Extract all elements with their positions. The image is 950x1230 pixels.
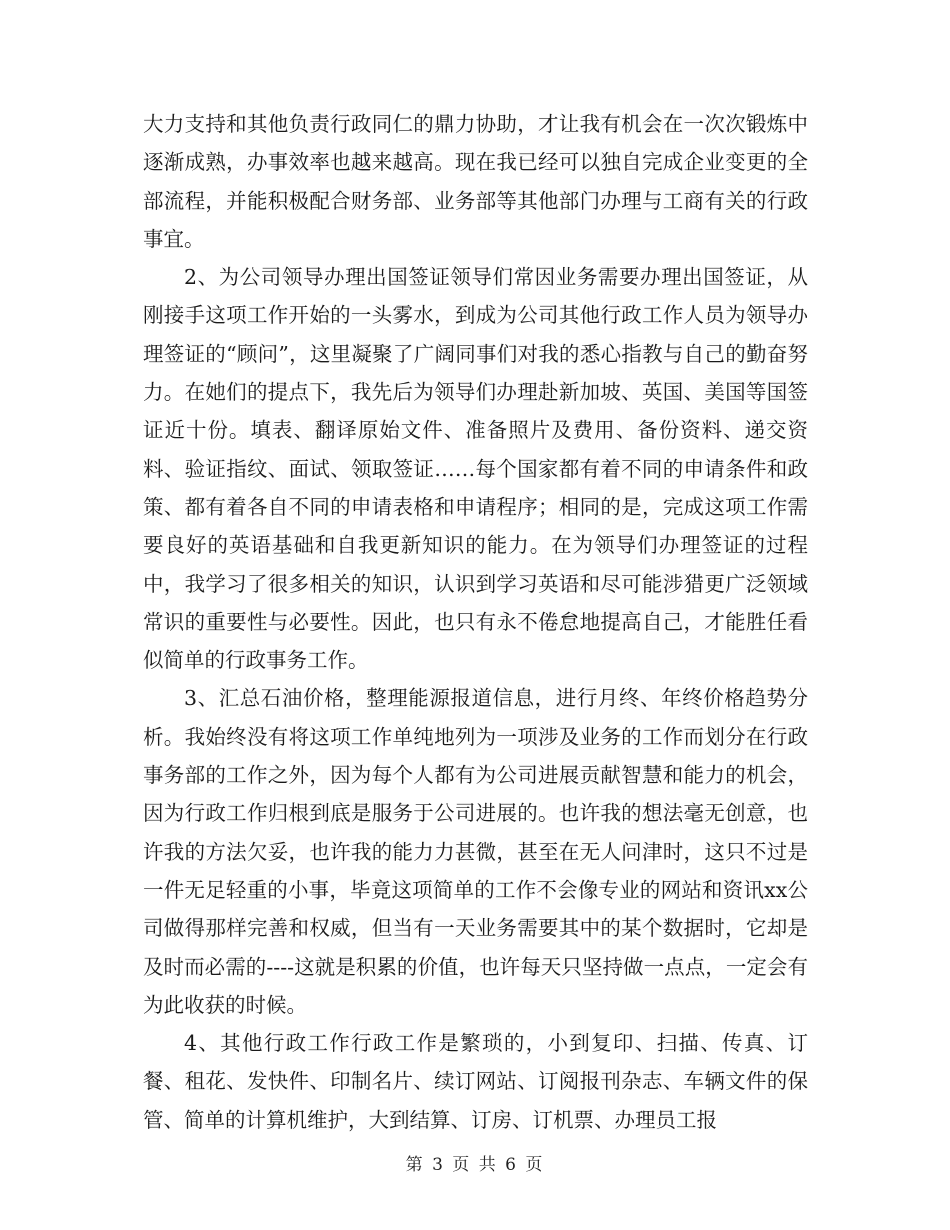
paragraph-continuation: 大力支持和其他负责行政同仁的鼎力协助，才让我有机会在一次次锻炼中逐渐成熟，办事效率也越来越高。现在我已经可以独自完成企业变更的全部流程，并能积极配合财务部、业务部等其他部门办理与工商有关的行政事宜。 [143,112,808,251]
page-footer: 第 3 页 共 6 页 [405,1155,545,1175]
document-body [143,105,808,1139]
paragraph-other-admin: 4、其他行政工作行政工作是繁琐的，小到复印、扫描、传真、订餐、租花、发快件、印制名片、续订网站、订阅报刊杂志、车辆文件的保管、简单的计算机维护，大到结算、订房、订机票、办理员工报 [143,1031,808,1132]
paragraph-oil-price: 3、汇总石油价格，整理能源报道信息，进行月终、年终价格趋势分析。我始终没有将这项工作单纯地列为一项涉及业务的工作而划分在行政事务部的工作之外，因为每个人都有为公司进展贡献智慧和能力的机会，因为行政工作归根到底是服务于公司进展的。也许我的想法毫无创意，也许我的方法欠妥，也许我的能力力甚微，甚至在无人问津时，这只不过是一件无足轻重的小事，毕竟这项简单的工作不会像专业的网站和资讯xx公司做得那样完善和权威，但当有一天业务需要其中的某个数据时，它却是及时而必需的----这就是积累的价值，也许每天只坚持做一点点，一定会有为此收获的时候。 [143,686,808,1017]
paragraph-visa: 2、为公司领导办理出国签证领导们常因业务需要办理出国签证，从刚接手这项工作开始的一头雾水，到成为公司其他行政工作人员为领导办理签证的“顾问”，这里凝聚了广阔同事们对我的悉心指教与自己的勤奋努力。在她们的提点下，我先后为领导们办理赴新加坡、英国、美国等国签证近十份。填表、翻译原始文件、准备照片及费用、备份资料、递交资料、验证指纹、面试、领取签证……每个国家都有着不同的申请条件和政策、都有着各自不同的申请表格和申请程序；相同的是，完成这项工作需要良好的英语基础和自我更新知识的能力。在为领导们办理签证的过程中，我学习了很多相关的知识，认识到学习英语和尽可能涉猎更广泛领域常识的重要性与必要性。因此，也只有永不倦怠地提高自己，才能胜任看似简单的行政事务工作。 [143,265,808,673]
